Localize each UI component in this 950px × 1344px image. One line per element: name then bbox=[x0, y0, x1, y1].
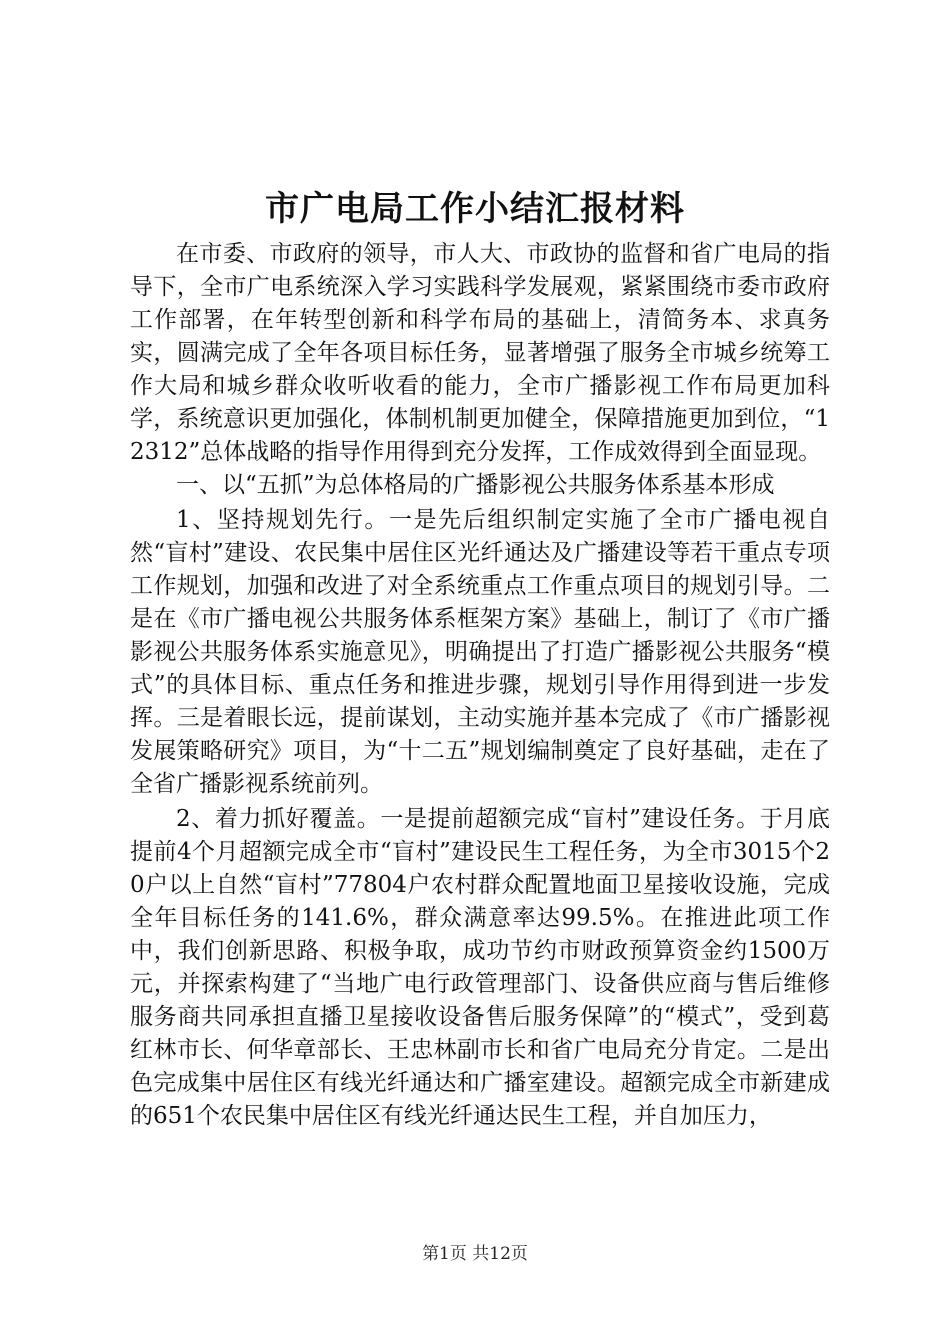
section-heading-1: 一、以“五抓”为总体格局的广播影视公共服务体系基本形成 bbox=[176, 472, 775, 498]
intro-paragraph: 在市委、市政府的领导，市人大、市政协的监督和省广电局的指导下，全市广电系统深入学习实践科学发展观，紧紧围绕市委市政府工作部署，在年转型创新和科学布局的基础上，清简务本、求真务实，圆满完成了全年各项目标任务，显著增强了服务全市城乡统筹工作大局和城乡群众收听收看的能力，全市广播影视工作布局更加科学，系统意识更加强化，体制机制更加健全，保障措施更加到位，“12312”总体战略的指导作用得到充分发挥，工作成效得到全面显现。 bbox=[130, 241, 830, 465]
section-item-1: 1、坚持规划先行。一是先后组织制定实施了全市广播电视自然“盲村”建设、农民集中居住区光纤通达及广播建设等若干重点专项工作规划，加强和改进了对全系统重点工作重点项目的规划引导。二是在《市广播电视公共服务体系框架方案》基础上，制订了《市广播影视公共服务体系实施意见》，明确提出了打造广播影视公共服务“模式”的具体目标、重点任务和推进步骤，规划引导作用得到进一步发挥。三是着眼长远，提前谋划，主动实施并基本完成了《市广播影视发展策略研究》项目，为“十二五”规划编制奠定了良好基础，走在了全省广播影视系统前列。 bbox=[130, 507, 830, 797]
document-body bbox=[130, 238, 830, 1133]
page-footer: 第1页 共12页 bbox=[422, 1244, 528, 1264]
document-title: 市广电局工作小结汇报材料 bbox=[265, 189, 685, 229]
section-item-2: 2、着力抓好覆盖。一是提前超额完成“盲村”建设任务。于月底提前4个月超额完成全市“盲村”建设民生工程任务，为全市3015个20户以上自然“盲村”77804户农村群众配置地面卫星接收设施，完成全年目标任务的141.6%，群众满意率达99.5%。在推进此项工作中，我们创新思路、积极争取，成功节约市财政预算资金约1500万元，并探索构建了“当地广电行政管理部门、设备供应商与售后维修服务商共同承担直播卫星接收设备售后服务保障”的“模式”，受到葛红林市长、何华章部长、王忠林副市长和省广电局充分肯定。二是出色完成集中居住区有线光纤通达和广播室建设。超额完成全市新建成的651个农民集中居住区有线光纤通达民生工程，并自加压力， bbox=[130, 806, 830, 1129]
